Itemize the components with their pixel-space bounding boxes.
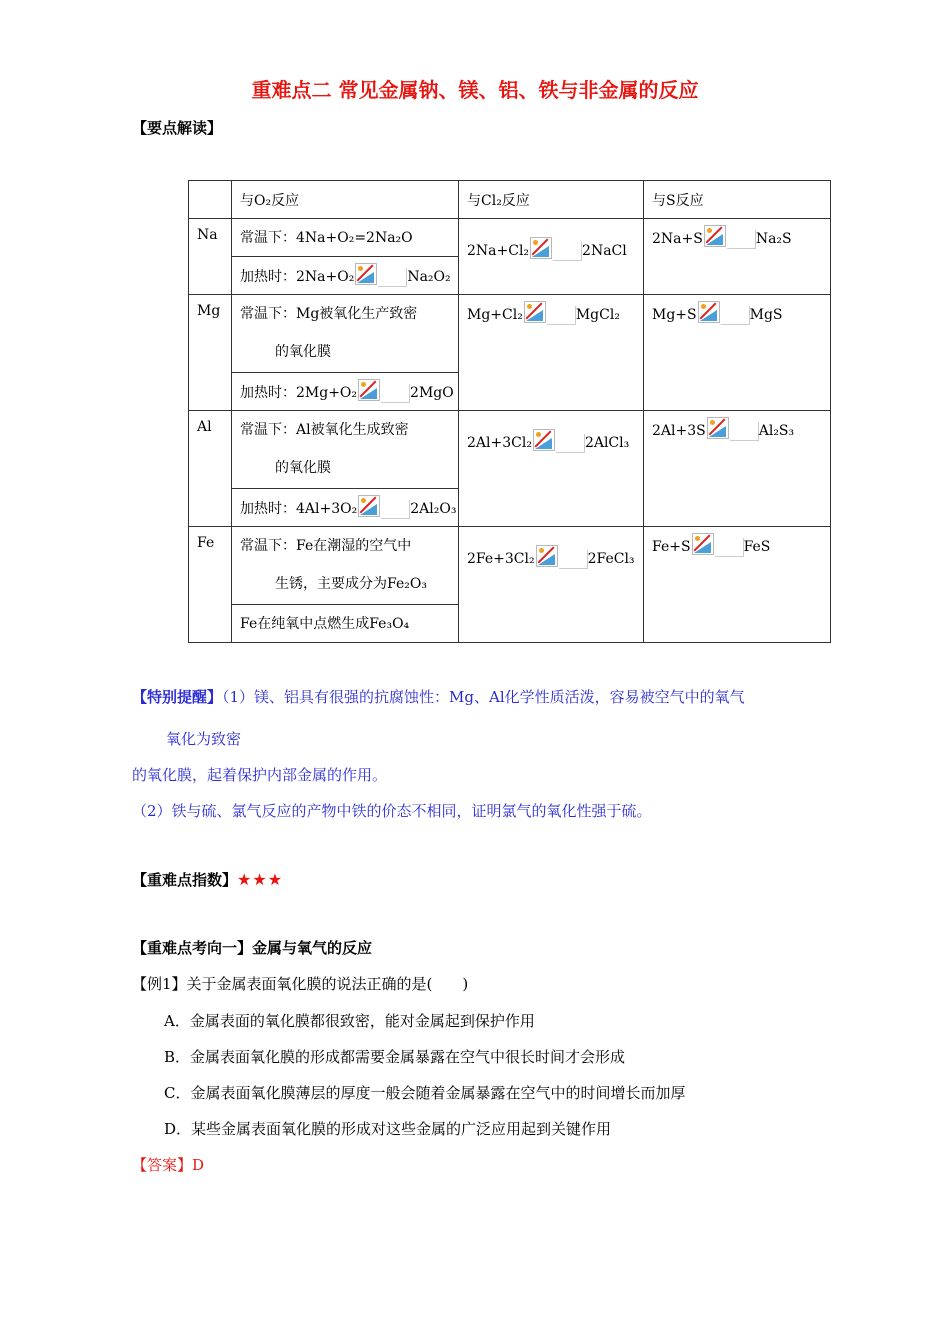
reminder-label: 【特别提醒】: [132, 688, 223, 706]
page-title: 重难点二 常见金属钠、镁、铝、铁与非金属的反应: [251, 78, 699, 102]
image-placeholder-icon: [358, 379, 380, 401]
image-placeholder-icon: [704, 225, 726, 247]
option-b: B．金属表面氧化膜的形成都需要金属暴露在空气中很长时间才会形成: [164, 1048, 626, 1066]
example-question: 【例1】关于金属表面氧化膜的说法正确的是( ): [132, 975, 469, 993]
mg-o2-heat: 加热时：2Mg+O₂ 2MgO: [232, 373, 459, 411]
image-placeholder-icon: [530, 237, 552, 259]
table-header-empty: [189, 181, 232, 219]
na-o2-room: 常温下：4Na+O₂=2Na₂O: [232, 219, 459, 257]
difficulty-line: [132, 869, 283, 890]
fe-cl2: 2Fe+3Cl₂ 2FeCl₃: [459, 527, 644, 643]
image-placeholder-icon: [707, 417, 729, 439]
reminder-line2: 氧化为致密: [166, 730, 242, 748]
na-o2-heat: 加热时：2Na+O₂ Na₂O₂: [232, 257, 459, 295]
fe-o2-pure: Fe在纯氧中点燃生成Fe₃O₄: [232, 605, 459, 643]
al-cl2: 2Al+3Cl₂ 2AlCl₃: [459, 411, 644, 527]
mg-o2-room: 常温下：Mg被氧化生产致密 的氧化膜: [232, 295, 459, 373]
metal-cell-fe: Fe: [189, 527, 232, 643]
metal-cell-al: Al: [189, 411, 232, 527]
fe-o2-room: 常温下：Fe在潮湿的空气中 生锈，主要成分为Fe₂O₃: [232, 527, 459, 605]
al-o2-heat: 加热时：4Al+3O₂ 2Al₂O₃: [232, 489, 459, 527]
al-o2-room: 常温下：Al被氧化生成致密 的氧化膜: [232, 411, 459, 489]
reminder-line3: 的氧化膜，起着保护内部金属的作用。: [132, 766, 388, 784]
image-placeholder-icon: [524, 301, 546, 323]
image-placeholder-icon: [358, 495, 380, 517]
answer-value: D: [192, 1156, 205, 1174]
table-header-s: 与S反应: [644, 181, 831, 219]
keypoints-heading: 【要点解读】: [132, 119, 223, 137]
al-s: 2Al+3S Al₂S₃: [644, 411, 831, 527]
answer-line: [132, 1154, 204, 1175]
reminder-line4: （2）铁与硫、氯气反应的产物中铁的价态不相同，证明氯气的氧化性强于硫。: [132, 802, 652, 820]
option-c: C．金属表面氧化膜薄层的厚度一般会随着金属暴露在空气中的时间增长而加厚: [164, 1084, 686, 1102]
na-cl2: 2Na+Cl₂ 2NaCl: [459, 219, 644, 295]
image-placeholder-icon: [355, 263, 377, 285]
table-header-cl2: 与Cl₂反应: [459, 181, 644, 219]
mg-s: Mg+S MgS: [644, 295, 831, 411]
difficulty-stars: ★★★: [237, 870, 284, 889]
image-placeholder-icon: [533, 429, 555, 451]
mg-cl2: Mg+Cl₂ MgCl₂: [459, 295, 644, 411]
option-d: D．某些金属表面氧化膜的形成对这些金属的广泛应用起到关键作用: [164, 1120, 612, 1138]
option-a: A．金属表面的氧化膜都很致密，能对金属起到保护作用: [164, 1012, 535, 1030]
metal-cell-na: Na: [189, 219, 232, 295]
fe-s: Fe+S FeS: [644, 527, 831, 643]
reminder-line1: 【特别提醒】（1）镁、铝具有很强的抗腐蚀性：Mg、Al化学性质活泼，容易被空气中的氧气: [132, 688, 745, 706]
direction-heading: 【重难点考向一】金属与氧气的反应: [132, 939, 373, 957]
table-header-o2: 与O₂反应: [232, 181, 459, 219]
answer-label: 【答案】: [132, 1156, 193, 1174]
example-label: 【例1】: [132, 975, 187, 993]
difficulty-label: 【重难点指数】: [132, 871, 238, 889]
metal-cell-mg: Mg: [189, 295, 232, 411]
image-placeholder-icon: [536, 545, 558, 567]
image-placeholder-icon: [692, 533, 714, 555]
na-s: 2Na+S Na₂S: [644, 219, 831, 295]
image-placeholder-icon: [698, 301, 720, 323]
reaction-table: [188, 180, 831, 643]
